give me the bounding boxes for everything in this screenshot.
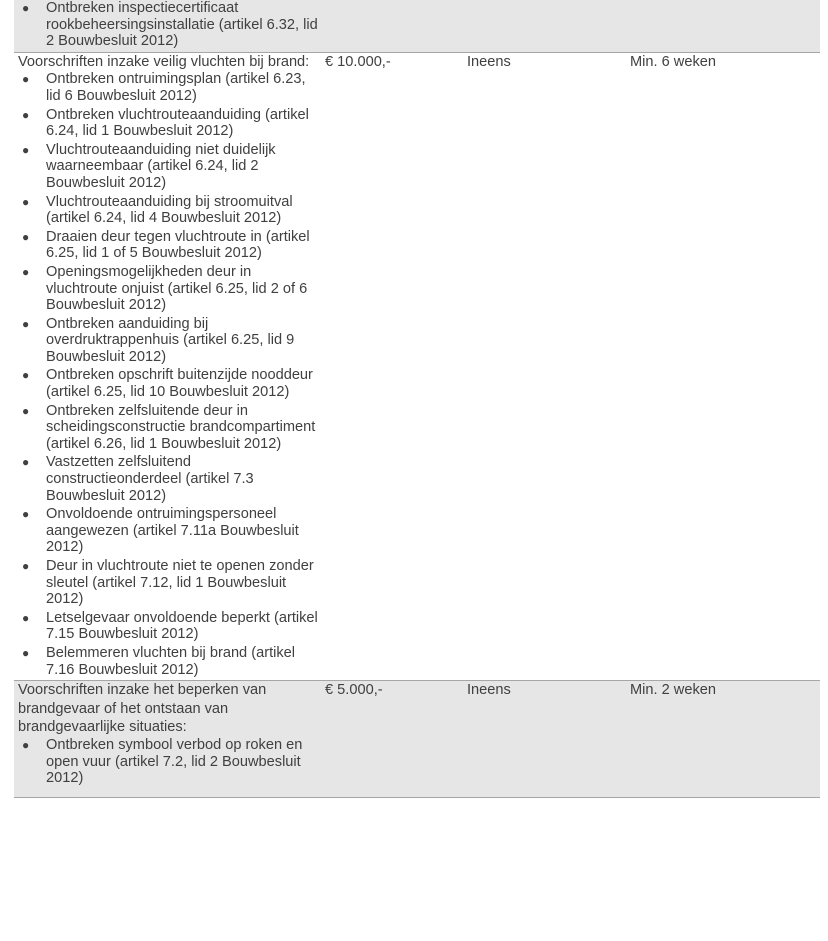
description-cell	[14, 681, 318, 797]
list-item: ● Ontbreken symbool verbod op roken en open vuur (artikel 7.2, lid 2 Bouwbesluit 2012)	[22, 736, 303, 787]
frequency-cell: Ineens	[467, 53, 511, 70]
list-item: ● Deur in vluchtroute niet te openen zonder sleutel (artikel 7.12, lid 1 Bouwbesluit 2012)	[22, 558, 314, 608]
bullet-icon: ●	[22, 737, 30, 752]
amount-cell: € 10.000,-	[325, 53, 391, 70]
list-item: ● Ontbreken zelfsluitende deur in scheidingsconstructie brandcompartiment (artikel 6.26, lid 1 Bouwbesluit 2012)	[22, 402, 316, 452]
list-item: ● Letselgevaar onvoldoende beperkt (artikel 7.15 Bouwbesluit 2012)	[22, 609, 318, 643]
row-intro: Voorschriften inzake het beperken van brandgevaar of het ontstaan van brandgevaarlijke situaties:	[18, 682, 267, 736]
bullet-icon: ●	[22, 645, 30, 660]
bullet-icon: ●	[22, 229, 30, 244]
list-item: ● Draaien deur tegen vluchtroute in (artikel 6.25, lid 1 of 5 Bouwbesluit 2012)	[22, 228, 310, 262]
description-cell	[14, 53, 318, 678]
list-item: ● Openingsmogelijkheden deur in vluchtroute onjuist (artikel 6.25, lid 2 of 6 Bouwbesluit 2012)	[22, 263, 308, 314]
list-item: ● Onvoldoende ontruimingspersoneel aangewezen (artikel 7.11a Bouwbesluit 2012)	[22, 506, 299, 556]
bullet-icon: ●	[22, 107, 30, 122]
violation-list	[18, 737, 318, 787]
bullet-icon: ●	[22, 455, 30, 470]
table-row	[14, 681, 820, 798]
description-cell	[14, 0, 318, 50]
list-item: ● Belemmeren vluchten bij brand (artikel 7.16 Bouwbesluit 2012)	[22, 644, 296, 678]
bullet-icon: ●	[22, 507, 30, 522]
list-item: ● Ontbreken aanduiding bij overdruktrappenhuis (artikel 6.25, lid 9 Bouwbesluit 2012)	[22, 315, 295, 365]
list-item: ● Ontbreken ontruimingsplan (artikel 6.23, lid 6 Bouwbesluit 2012)	[22, 71, 306, 104]
list-item: ● Vluchtrouteaanduiding bij stroomuitval (artikel 6.24, lid 4 Bouwbesluit 2012)	[22, 193, 293, 227]
term-cell: Min. 6 weken	[630, 53, 716, 70]
table-row	[14, 0, 820, 53]
bullet-icon: ●	[22, 72, 30, 87]
violation-list	[18, 71, 318, 678]
bullet-icon: ●	[22, 142, 30, 157]
bullet-icon: ●	[22, 559, 30, 573]
frequency-cell: Ineens	[467, 682, 511, 699]
bullet-icon: ●	[22, 194, 30, 209]
list-item: ● Ontbreken inspectiecertificaat rookbeheersingsinstallatie (artikel 6.32, lid 2 Bouwbesluit 2012)	[22, 0, 318, 50]
list-item: ● Ontbreken opschrift buitenzijde nooddeur (artikel 6.25, lid 10 Bouwbesluit 2012)	[22, 367, 313, 401]
bullet-icon: ●	[22, 264, 30, 279]
bullet-icon: ●	[22, 403, 30, 418]
bullet-icon: ●	[22, 368, 30, 383]
list-item: ● Vastzetten zelfsluitend constructieonderdeel (artikel 7.3 Bouwbesluit 2012)	[22, 454, 254, 504]
term-cell: Min. 2 weken	[630, 682, 716, 699]
bullet-icon: ●	[22, 316, 30, 331]
list-item: ● Ontbreken vluchtrouteaanduiding (artikel 6.24, lid 1 Bouwbesluit 2012)	[22, 106, 309, 140]
amount-cell: € 5.000,-	[325, 682, 383, 699]
penalty-table	[14, 0, 820, 798]
table-row	[14, 53, 820, 681]
violation-list	[18, 0, 318, 50]
list-item: ● Vluchtrouteaanduiding niet duidelijk waarneembaar (artikel 6.24, lid 2 Bouwbesluit 2012)	[22, 141, 276, 191]
bullet-icon: ●	[22, 1, 30, 15]
row-intro: Voorschriften inzake veilig vluchten bij brand:	[18, 53, 310, 70]
bullet-icon: ●	[22, 610, 30, 625]
